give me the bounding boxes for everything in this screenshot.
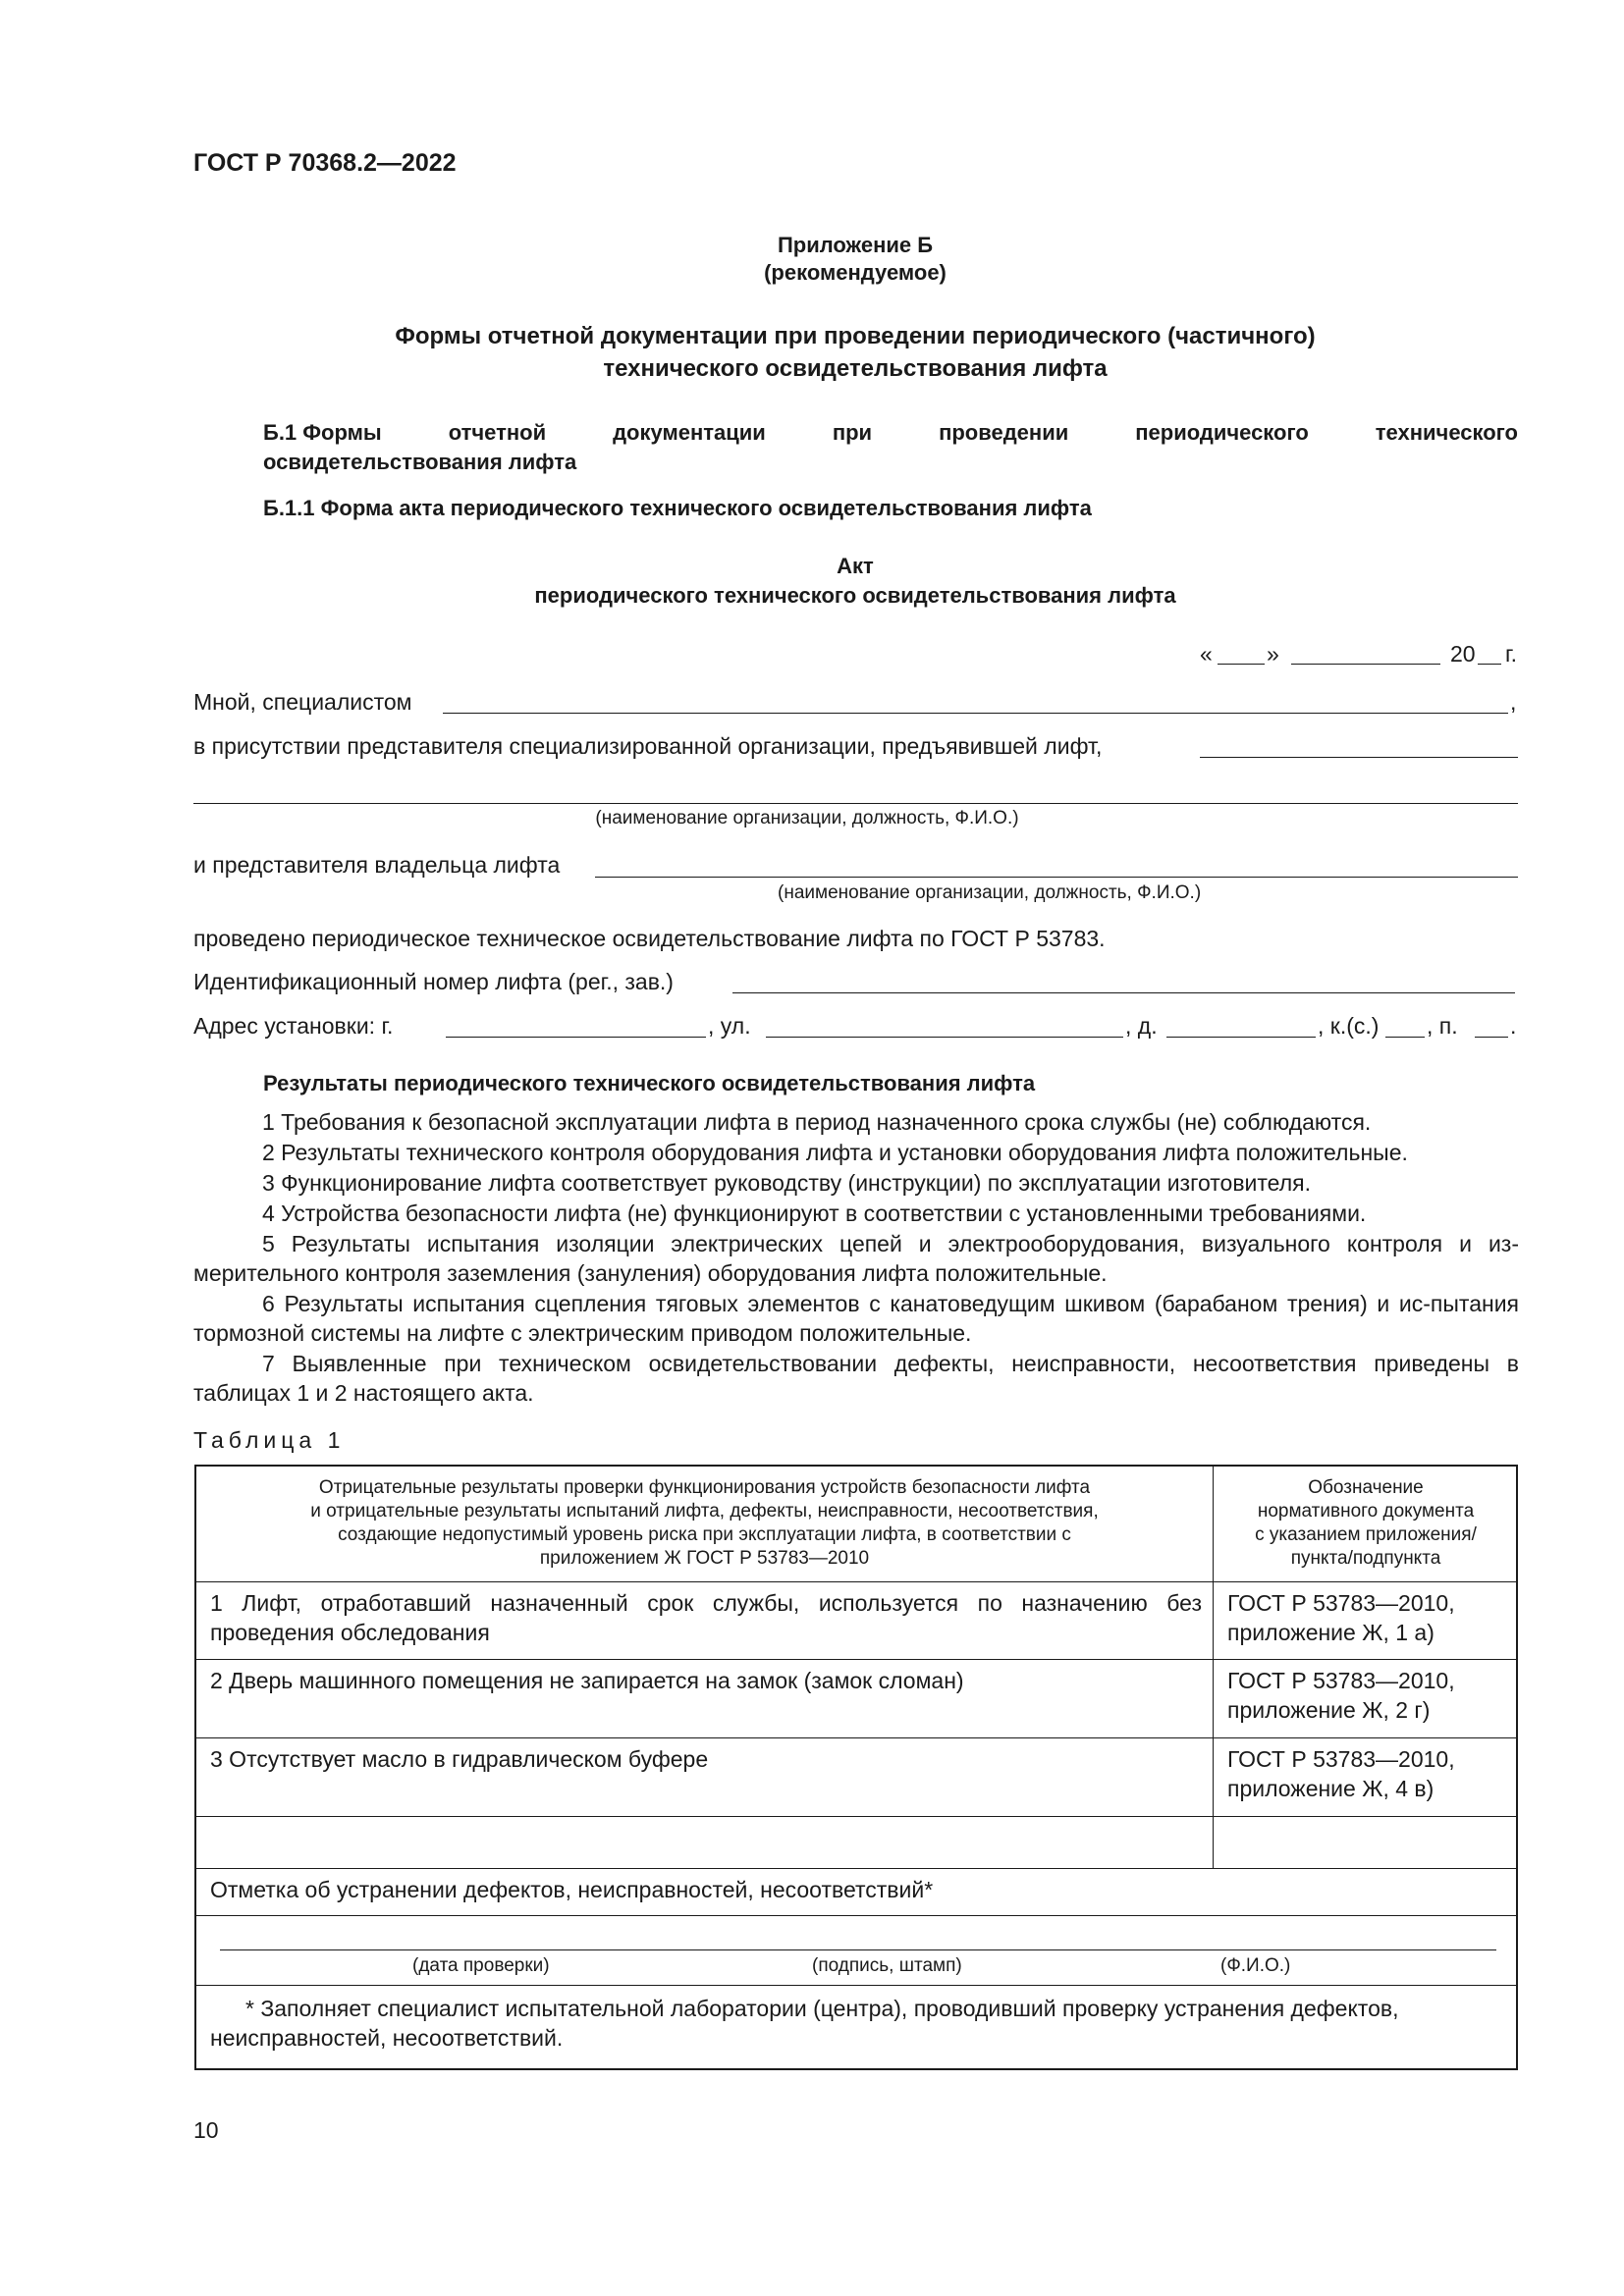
address-street-label: , ул.: [708, 1013, 751, 1039]
row-separator: [196, 1915, 1516, 1916]
conducted-statement: проведено периодическое техническое освидетельствование лифта по ГОСТ Р 53783.: [193, 926, 1106, 951]
address-street-blank[interactable]: [766, 1037, 1123, 1038]
act-subtitle: периодического технического освидетельствования лифта: [534, 583, 1176, 608]
signature-blank[interactable]: [220, 1949, 1496, 1950]
address-city-blank[interactable]: [446, 1037, 706, 1038]
lift-id-label: Идентификационный номер лифта (рег., зав.): [193, 969, 674, 994]
date-open-quote: «: [1200, 641, 1213, 667]
date-month-blank[interactable]: [1291, 664, 1440, 665]
defects-table: [194, 1465, 1518, 2070]
owner-blank[interactable]: [595, 877, 1518, 878]
header-left-cell: Отрицательные результаты проверки функционирования устройств безопасности лифта и отрицательные результаты испытаний лифта, дефекты, неисправности, несоответствия, создающие недопустимый уровень риска при эксплуатации лифта, в соответствии с приложением Ж ГОСТ Р 53783—2010: [310, 1477, 1099, 1569]
document-code: ГОСТ Р 70368.2—2022: [193, 149, 457, 177]
organization-blank[interactable]: [193, 803, 1518, 804]
owner-caption: (наименование организации, должность, Ф.И.О.): [778, 882, 1202, 903]
specialist-label: Мной, специалистом: [193, 689, 412, 715]
specialist-blank[interactable]: [443, 713, 1508, 714]
section-b1-heading: Б.1 Формы отчетной документации при проведении периодического технического: [263, 420, 1518, 445]
table-row-reference: ГОСТ Р 53783—2010, приложение Ж, 2 г): [1227, 1668, 1455, 1723]
specialist-suffix: ,: [1510, 689, 1517, 715]
section-b11-heading: Б.1.1 Форма акта периодического технического освидетельствования лифта: [263, 496, 1092, 520]
row-separator: [196, 1816, 1516, 1817]
owner-label: и представителя владельца лифта: [193, 852, 561, 878]
main-title-line-1: Формы отчетной документации при проведении периодического (частичного): [395, 323, 1316, 349]
presence-blank[interactable]: [1200, 757, 1518, 758]
address-entrance-label: , п.: [1427, 1013, 1458, 1039]
organization-caption: (наименование организации, должность, Ф.И.О.): [595, 808, 1019, 828]
address-end-dot: .: [1510, 1013, 1517, 1039]
row-separator: [196, 1985, 1516, 1986]
result-item: 4 Устройства безопасности лифта (не) функционируют в соответствии с установленными требованиями.: [262, 1201, 1367, 1226]
result-item: 3 Функционирование лифта соответствует руководству (инструкции) по эксплуатации изготовителя.: [262, 1170, 1311, 1196]
result-item: 7 Выявленные при техническом освидетельствовании дефекты, неисправности, несоответствия приведены в таблицах 1 и 2 настоящего акта.: [193, 1351, 1519, 1406]
row-separator: [196, 1737, 1516, 1738]
result-item: 1 Требования к безопасной эксплуатации лифта в период назначенного срока службы (не) соблюдаются.: [262, 1109, 1372, 1135]
presence-label: в присутствии представителя специализированной организации, предъявившей лифт,: [193, 733, 1103, 759]
date-year-prefix: 20: [1450, 641, 1476, 667]
date-close-quote: »: [1267, 641, 1279, 667]
date-day-blank[interactable]: [1218, 664, 1265, 665]
address-house-label: , д.: [1125, 1013, 1158, 1039]
address-building-label: , к.(с.): [1318, 1013, 1380, 1039]
table-row-reference: ГОСТ Р 53783—2010, приложение Ж, 4 в): [1227, 1746, 1455, 1801]
signature-caption: (подпись, штамп): [812, 1955, 962, 1976]
row-separator: [196, 1659, 1516, 1660]
result-item: 2 Результаты технического контроля оборудования лифта и установки оборудования лифта положительные.: [262, 1140, 1408, 1165]
header-right-cell: Обозначение нормативного документа с указанием приложения/ пункта/подпункта: [1255, 1477, 1477, 1569]
appendix-title: Приложение Б: [777, 233, 934, 257]
date-year-suffix: г.: [1505, 641, 1517, 667]
table-footnote: * Заполняет специалист испытательной лаборатории (центра), проводивший проверку устранения дефектов, неисправностей, несоответствий.: [210, 1996, 1399, 2051]
table-row: 2 Дверь машинного помещения не запирается на замок (замок сломан): [210, 1668, 964, 1693]
result-item: 6 Результаты испытания сцепления тяговых элементов с канатоведущим шкивом (барабаном трения) и ис-пытания тормозной системы на лифте с электрическим приводом положительные.: [193, 1291, 1519, 1346]
main-title-line-2: технического освидетельствования лифта: [603, 355, 1108, 382]
remark-label: Отметка об устранении дефектов, неисправностей, несоответствий*: [210, 1877, 934, 1902]
address-building-blank[interactable]: [1385, 1037, 1425, 1038]
lift-id-blank[interactable]: [732, 992, 1515, 993]
table-label: Таблица 1: [193, 1427, 346, 1453]
table-row: 1 Лифт, отработавший назначенный срок службы, используется по назначению без проведения обследования: [210, 1590, 1202, 1645]
page-number: 10: [193, 2117, 219, 2143]
name-caption: (Ф.И.О.): [1220, 1955, 1291, 1976]
address-house-blank[interactable]: [1166, 1037, 1316, 1038]
column-divider: [1213, 1467, 1214, 1869]
table-row: 3 Отсутствует масло в гидравлическом буфере: [210, 1746, 709, 1772]
table-row-reference: ГОСТ Р 53783—2010, приложение Ж, 1 а): [1227, 1590, 1455, 1645]
date-caption: (дата проверки): [412, 1955, 550, 1976]
section-b1-heading-line-2: освидетельствования лифта: [263, 450, 577, 474]
appendix-subtitle: (рекомендуемое): [764, 260, 947, 285]
header-separator: [196, 1581, 1516, 1582]
address-label: Адрес установки: г.: [193, 1013, 394, 1039]
act-title: Акт: [837, 554, 874, 578]
address-entrance-blank[interactable]: [1475, 1037, 1508, 1038]
results-title: Результаты периодического технического освидетельствования лифта: [263, 1071, 1036, 1095]
result-item: 5 Результаты испытания изоляции электрических цепей и электрооборудования, визуального контроля и из-мерительного контроля заземления (зануления) оборудования лифта положительные.: [193, 1231, 1519, 1286]
row-separator: [196, 1868, 1516, 1869]
date-year-blank[interactable]: [1478, 664, 1501, 665]
